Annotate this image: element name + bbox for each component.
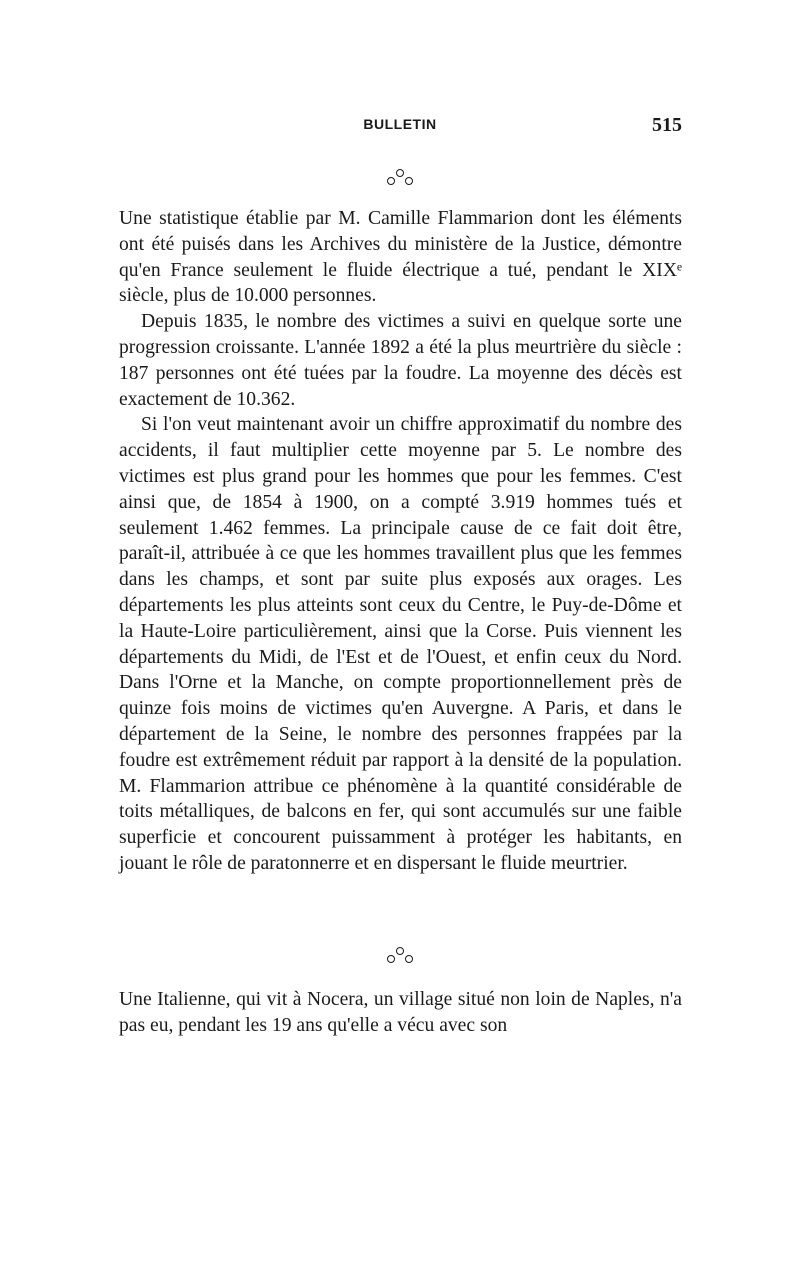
- paragraph: Si l'on veut maintenant avoir un chiffre approximatif du nombre des accidents, il faut multiplier cette moyenne par 5. Le nombre des victimes est plus grand pour les hommes que pour les femmes. C'est ainsi que, de 1854 à 1900, on a compté 3.919 hommes tués et seulement 1.462 femmes. La principale cause de ce fait doit être, paraît-il, attribuée à ce que les hommes travaillent plus que les femmes dans les champs, et sont par suite plus exposés aux orages. Les départements les plus atteints sont ceux du Centre, le Puy-de-Dôme et la Haute-Loire particulièrement, ainsi que la Corse. Puis viennent les départements du Midi, de l'Est et de l'Ouest, et enfin ceux du Nord. Dans l'Orne et la Manche, on compte proportionnellement près de quinze fois moins de victimes qu'en Auvergne. A Paris, et dans le département de la Seine, le nombre des personnes frappées par la foudre est extrêmement réduit par rapport à la densité de la population. M. Flammarion attribue ce phénomène à la quantité considérable de toits métalliques, de balcons en fer, qui sont accumulés sur une faible superficie et concourent puissamment à protéger les habitants, en jouant le rôle de paratonnerre et en dispersant le fluide meurtrier.: [119, 414, 682, 874]
- section-separator-icon: [0, 945, 800, 967]
- paragraph: Une statistique établie par M. Camille Flammarion dont les éléments ont été puisés dans les Archives du ministère de la Justice, démontre qu'en France seulement le fluide électrique a tué, pendant le XIXᵉ siècle, plus de 10.000 personnes.: [119, 208, 682, 307]
- section-separator-icon: [0, 167, 800, 189]
- page-number: 515: [652, 114, 682, 136]
- running-title: BULLETIN: [363, 116, 437, 132]
- article-lightning-statistics: [119, 206, 682, 877]
- paragraph: Une Italienne, qui vit à Nocera, un village situé non loin de Naples, n'a pas eu, pendant les 19 ans qu'elle a vécu avec son: [119, 989, 682, 1036]
- article-nocera: [119, 987, 682, 1039]
- running-head: [118, 116, 682, 140]
- paragraph: Depuis 1835, le nombre des victimes a suivi en quelque sorte une progression croissante. L'année 1892 a été la plus meurtrière du siècle : 187 personnes ont été tuées par la foudre. La moyenne des décès est exactement de 10.362.: [119, 311, 682, 410]
